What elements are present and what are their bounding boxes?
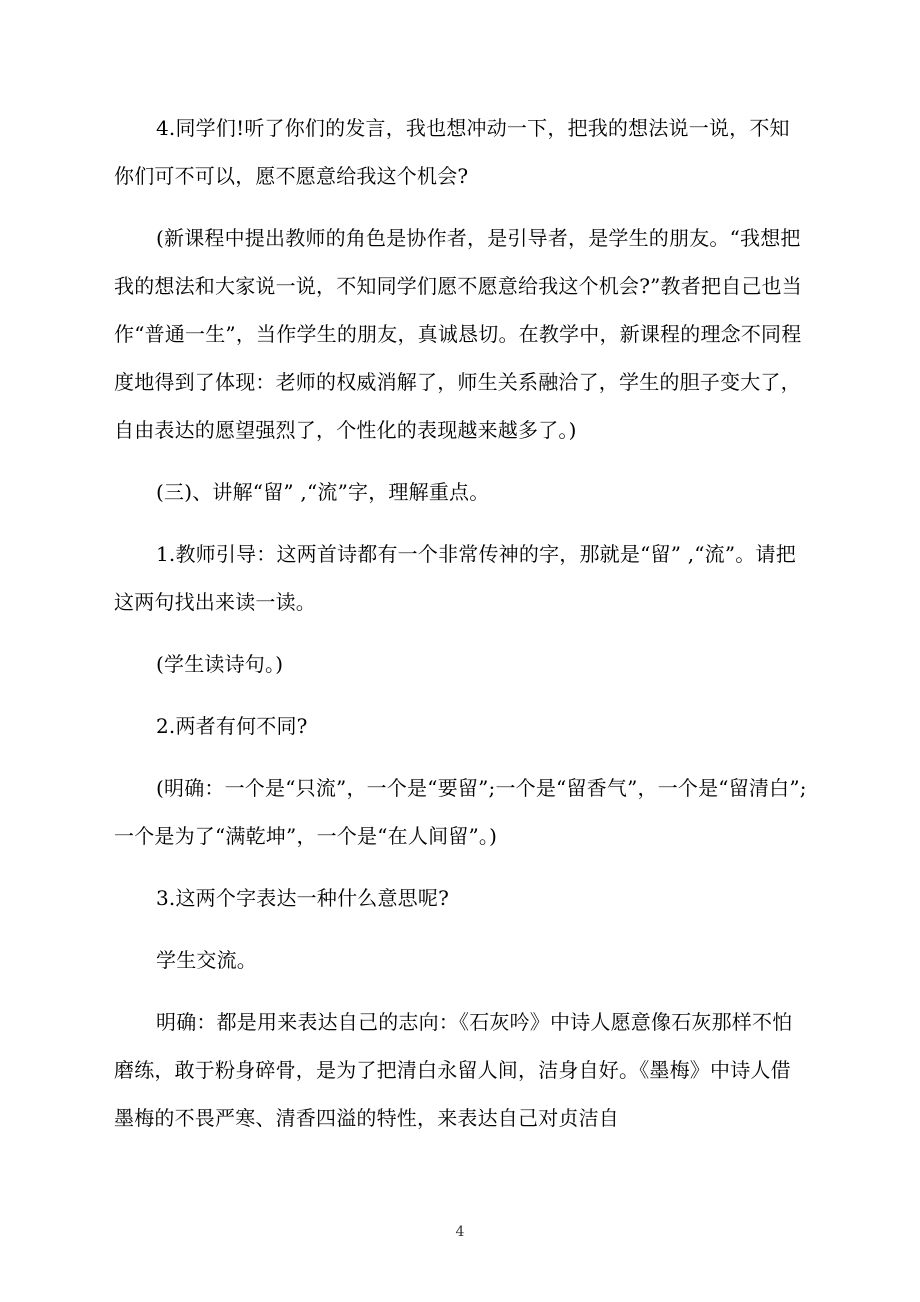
paragraph-students-exchange: 学生交流。 — [156, 948, 257, 972]
paragraph-question-meaning: 3.这两个字表达一种什么意思呢? — [156, 886, 450, 910]
document-body — [114, 104, 809, 1156]
paragraph-clarify-difference: (明确：一个是“只流”，一个是“要留”;一个是“留香气”，一个是“留清白”;一个是为了“满乾坤”，一个是“在人间留”。) — [114, 776, 807, 848]
paragraph-clarify-meaning: 明确：都是用来表达自己的志向：《石灰吟》中诗人愿意像石灰那样不怕磨练，敢于粉身碎骨，是为了把清白永留人间，洁身自好。《墨梅》中诗人借墨梅的不畏严寒、清香四溢的特性，来表达自己对贞洁自 — [114, 1010, 793, 1130]
section-heading-explain-characters: (三)、讲解“留” ,“流”字，理解重点。 — [156, 480, 490, 504]
paragraph-teacher-offer: 4.同学们!听了你们的发言，我也想冲动一下，把我的想法说一说，不知你们可不可以，愿不愿意给我这个机会? — [114, 116, 790, 188]
page-number: 4 — [455, 1224, 465, 1240]
paragraph-question-difference: 2.两者有何不同? — [156, 714, 308, 738]
paragraph-students-read: (学生读诗句。) — [156, 652, 284, 676]
paragraph-teacher-guide: 1.教师引导：这两首诗都有一个非常传神的字，那就是“留” ,“流”。请把这两句找出来读一读。 — [114, 542, 796, 614]
paragraph-new-curriculum-note: (新课程中提出教师的角色是协作者，是引导者，是学生的朋友。“我想把我的想法和大家说一说，不知同学们愿不愿意给我这个机会?”教者把自己也当作“普通一生”，当作学生的朋友，真诚恳切。在教学中，新课程的理念不同程度地得到了体现：老师的权威消解了，师生关系融洽了，学生的胆子变大了，自由表达的愿望强烈了，个性化的表现越来越多了。) — [114, 226, 802, 442]
